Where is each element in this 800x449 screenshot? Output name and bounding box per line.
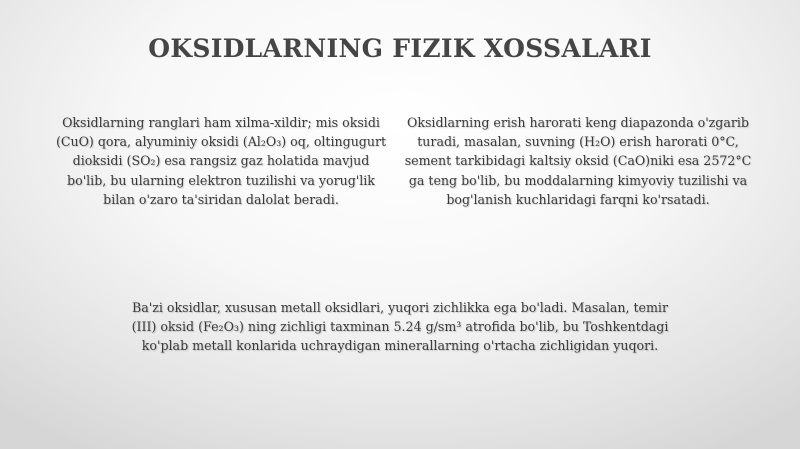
paragraph-colors: Oksidlarning ranglari ham xilma-xildir; mis oksidi (CuO) qora, alyuminiy oksidi (Al₂O₃) oq, oltingugurt dioksidi (SO₂) esa rangsiz gaz holatida mavjud bo'lib, bu ularning elektron tuzilishi va yorug'lik bilan o'zaro ta'siridan dalolat beradi. xyxy=(55,115,387,207)
slide-title: OKSIDLARNING FIZIK XOSSALARI xyxy=(148,34,652,63)
paragraph-density: Ba'zi oksidlar, xususan metall oksidlari, yuqori zichlikka ega bo'ladi. Masalan, temir (III) oksid (Fe₂O₃) ning zichligi taxminan 5.24 g/sm³ atrofida bo'lib, bu Toshkentdagi ko'plab metall konlarida uchraydigan minerallarning o'rtacha zichligidan yuqori. xyxy=(131,300,669,354)
paragraph-melting-point: Oksidlarning erish harorati keng diapazonda o'zgarib turadi, masalan, suvning (H₂O) erish harorati 0°C, sement tarkibidagi kaltsiy oksid (CaO)niki esa 2572°C ga teng bo'lib, bu moddalarning kimyoviy tuzilishi va bog'lanish kuchlaridagi farqni ko'rsatadi. xyxy=(404,115,752,207)
